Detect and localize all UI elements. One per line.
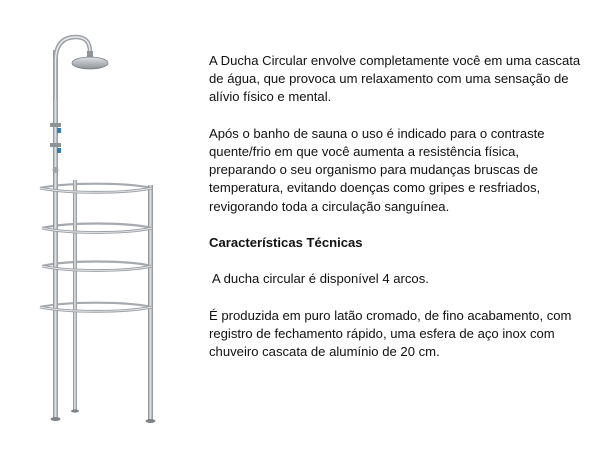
valve-blue-upper (57, 128, 61, 133)
shower-drawing (20, 20, 190, 435)
description-paragraph-3: A ducha circular é disponível 4 arcos. (212, 271, 429, 287)
valve-blue-lower (57, 148, 61, 153)
main-pipe (53, 50, 58, 418)
foot-main (51, 417, 61, 421)
technical-heading: Características Técnicas (209, 235, 363, 250)
right-pole (148, 185, 153, 420)
coupling (53, 167, 59, 173)
foot-rear (71, 409, 79, 412)
valve-lower (50, 143, 61, 147)
description-paragraph-1: A Ducha Circular envolve completamente você em uma cascata de água, que provoca um relaxamento com uma sensação de alívio físico e mental. (209, 53, 581, 105)
foot-right (146, 419, 156, 423)
valve-upper (50, 123, 61, 127)
product-description (209, 52, 581, 380)
circular-shower-illustration (20, 20, 190, 435)
shower-head (72, 57, 108, 69)
rear-pole (73, 180, 77, 410)
description-paragraph-4: É produzida em puro latão cromado, de fino acabamento, com registro de fechamento rápido, uma esfera de aço inox com chuveiro cascata de alumínio de 20 cm. (209, 307, 572, 360)
description-paragraph-2: Após o banho de sauna o uso é indicado para o contraste quente/frio em que você aumenta a resistência física, preparando o seu organismo para mudanças bruscas de temperatura, evitando doenças como gripes e resfriados, revigorando toda a circulação sanguínea. (209, 125, 545, 214)
